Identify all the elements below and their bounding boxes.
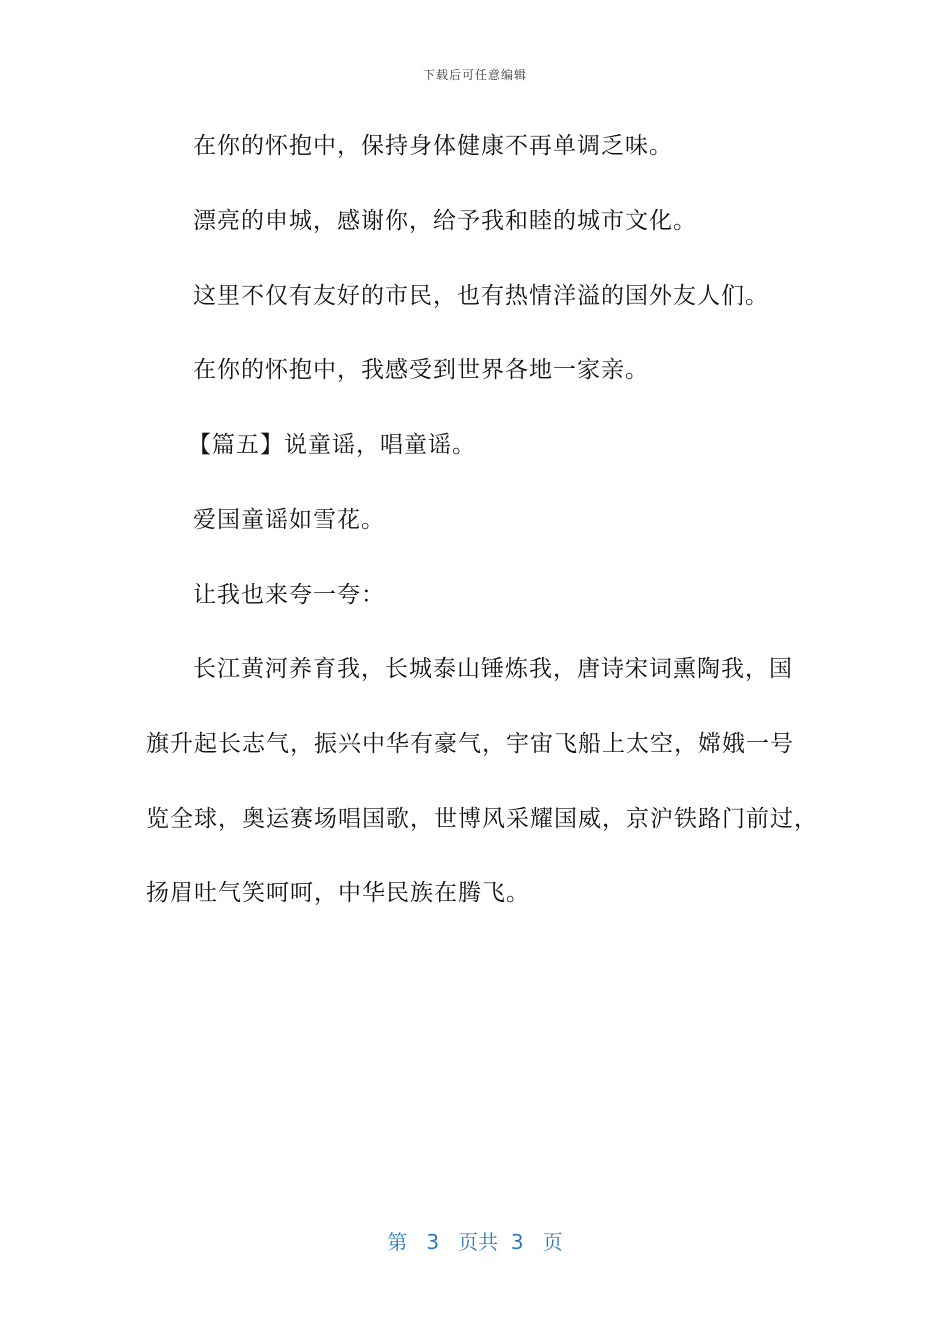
section-heading: 【篇五】说童谣，唱童谣。 — [188, 432, 476, 458]
page-prefix: 第 — [387, 1230, 408, 1254]
current-page-number: 3 — [426, 1230, 440, 1254]
paragraph-line: 这里不仅有友好的市民，也有热情洋溢的国外友人们。 — [193, 283, 769, 309]
paragraph-line: 爱国童谣如雪花。 — [193, 507, 385, 533]
page-mid: 页共 — [458, 1230, 499, 1254]
page-header-note: 下载后可任意编辑 — [422, 68, 527, 82]
page-footer — [0, 1226, 950, 1255]
paragraph-line: 览全球，奥运赛场唱国歌，世博风采耀国威，京沪铁路门前过， — [146, 806, 818, 832]
paragraph-line: 长江黄河养育我，长城泰山锤炼我，唐诗宋词熏陶我，国 — [193, 656, 793, 682]
paragraph-line: 在你的怀抱中，我感受到世界各地一家亲。 — [193, 357, 649, 383]
paragraph-line: 让我也来夸一夸： — [193, 582, 385, 608]
total-pages-number: 3 — [510, 1230, 524, 1254]
paragraph-line: 扬眉吐气笑呵呵，中华民族在腾飞。 — [146, 880, 530, 906]
paragraph-line: 在你的怀抱中，保持身体健康不再单调乏味。 — [193, 133, 673, 159]
page-suffix: 页 — [542, 1230, 563, 1254]
paragraph-line: 旗升起长志气，振兴中华有豪气，宇宙飞船上太空，嫦娥一号 — [146, 731, 794, 757]
paragraph-line: 漂亮的申城，感谢你，给予我和睦的城市文化。 — [193, 208, 697, 234]
